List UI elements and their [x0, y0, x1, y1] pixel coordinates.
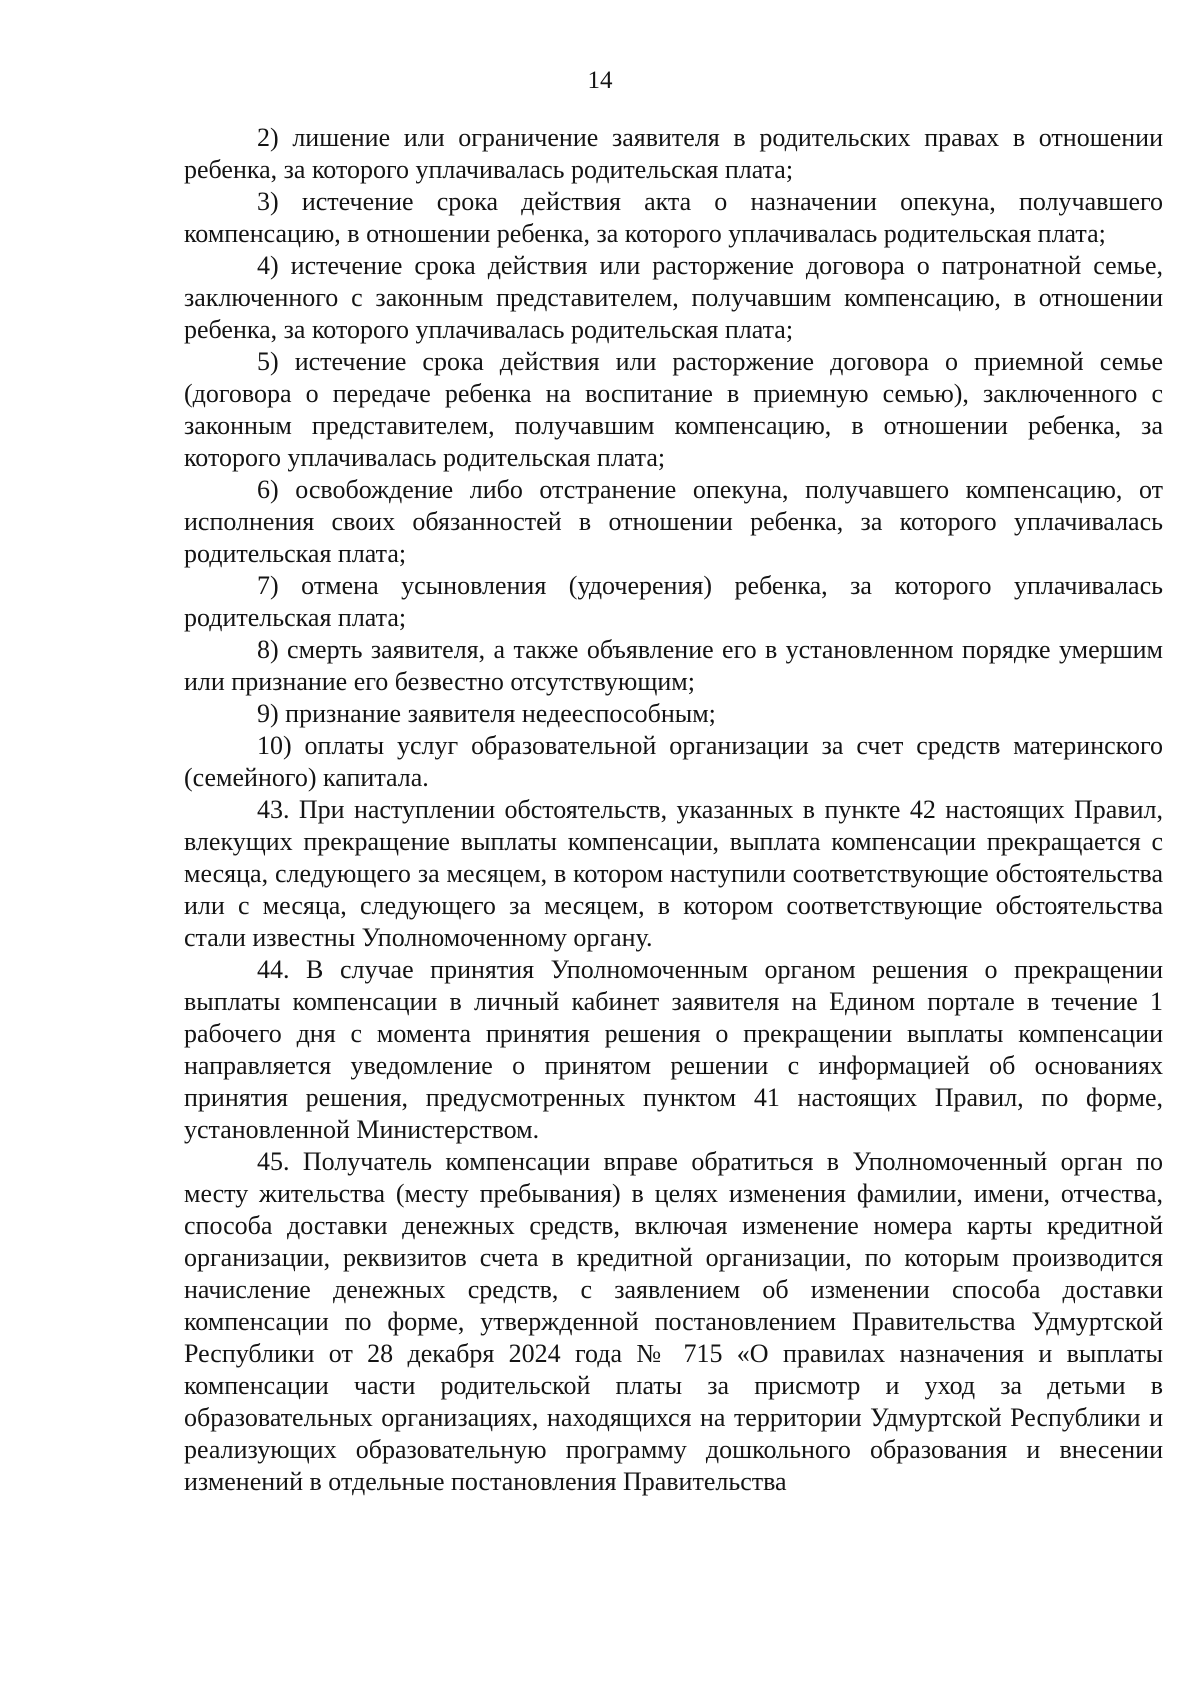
paragraph-item-8: 8) смерть заявителя, а также объявление его в установленном порядке умершим или признание его безвестно отсутствующим; [184, 635, 1163, 696]
paragraph-item-6: 6) освобождение либо отстранение опекуна, получавшего компенсацию, от исполнения своих обязанностей в отношении ребенка, за которого уплачивалась родительская плата; [184, 475, 1163, 568]
paragraph-item-3: 3) истечение срока действия акта о назначении опекуна, получавшего компенсацию, в отношении ребенка, за которого уплачивалась родительская плата; [184, 187, 1163, 248]
paragraph-clause-44: 44. В случае принятия Уполномоченным органом решения о прекращении выплаты компенсации в личный кабинет заявителя на Едином портале в течение 1 рабочего дня с момента принятия решения о прекращении выплаты компенсации направляется уведомление о принятом решении с информацией об основаниях принятия решения, предусмотренных пунктом 41 настоящих Правил, по форме, установленной Министерством. [184, 955, 1163, 1144]
document-body [184, 122, 1163, 1498]
paragraph-item-9: 9) признание заявителя недееспособным; [257, 699, 716, 728]
paragraph-item-7: 7) отмена усыновления (удочерения) ребенка, за которого уплачивалась родительская плата; [184, 571, 1163, 632]
page-number: 14 [587, 67, 613, 94]
paragraph-item-2: 2) лишение или ограничение заявителя в родительских правах в отношении ребенка, за которого уплачивалась родительская плата; [184, 123, 1163, 184]
paragraph-item-10: 10) оплаты услуг образовательной организации за счет средств материнского (семейного) капитала. [184, 731, 1163, 792]
paragraph-clause-43: 43. При наступлении обстоятельств, указанных в пункте 42 настоящих Правил, влекущих прекращение выплаты компенсации, выплата компенсации прекращается с месяца, следующего за месяцем, в котором наступили соответствующие обстоятельства или с месяца, следующего за месяцем, в котором соответствующие обстоятельства стали известны Уполномоченному органу. [184, 795, 1163, 952]
paragraph-clause-45: 45. Получатель компенсации вправе обратиться в Уполномоченный орган по месту жительства (месту пребывания) в целях изменения фамилии, имени, отчества, способа доставки денежных средств, включая изменение номера карты кредитной организации, реквизитов счета в кредитной организации, по которым производится начисление денежных средств, с заявлением об изменении способа доставки компенсации по форме, утвержденной постановлением Правительства Удмуртской Республики от 28 декабря 2024 года № 715 «О правилах назначения и выплаты компенсации части родительской платы за присмотр и уход за детьми в образовательных организациях, находящихся на территории Удмуртской Республики и реализующих образовательную программу дошкольного образования и внесении изменений в отдельные постановления Правительства [184, 1147, 1163, 1496]
paragraph-item-5: 5) истечение срока действия или расторжение договора о приемной семье (договора о передаче ребенка на воспитание в приемную семью), заключенного с законным представителем, получавшим компенсацию, в отношении ребенка, за которого уплачивалась родительская плата; [184, 347, 1163, 472]
paragraph-item-4: 4) истечение срока действия или расторжение договора о патронатной семье, заключенного с законным представителем, получавшим компенсацию, в отношении ребенка, за которого уплачивалась родительская плата; [184, 251, 1163, 344]
